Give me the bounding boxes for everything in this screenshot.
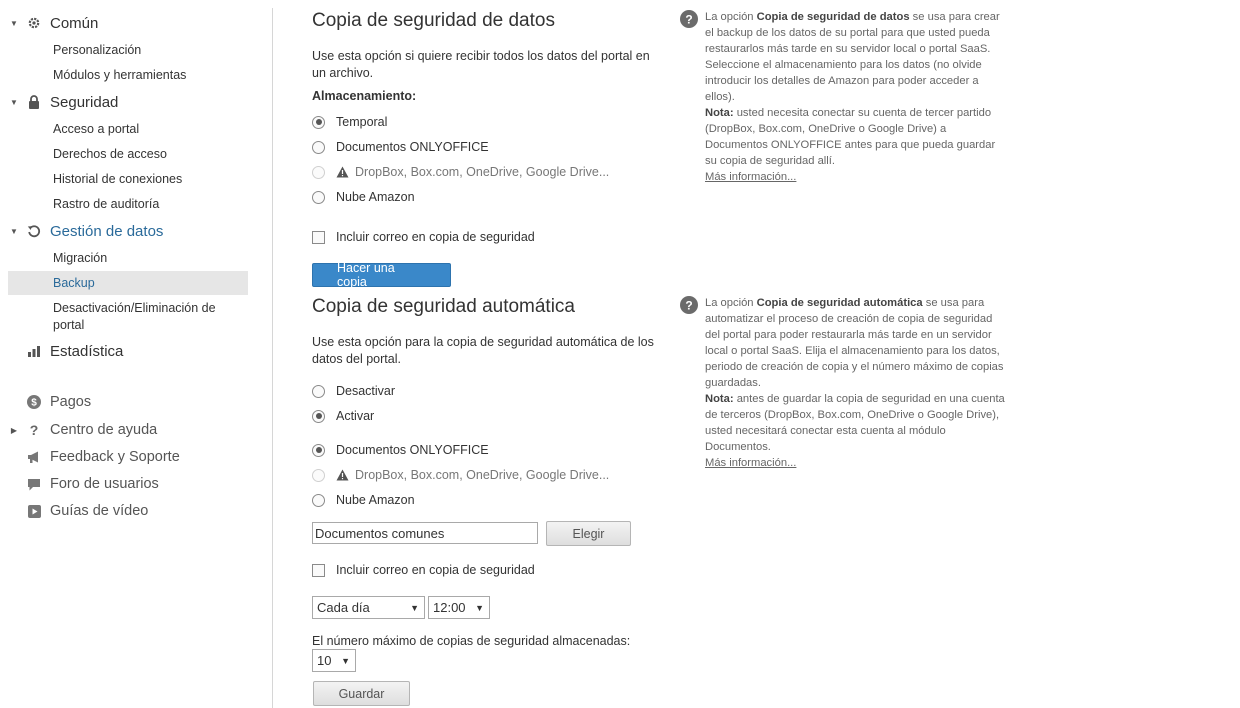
checkbox-label: Incluir correo en copia de seguridad bbox=[336, 563, 535, 577]
sidebar-link-centro-ayuda[interactable] bbox=[8, 419, 157, 441]
help-text: La opción Copia de seguridad de datos se usa para crear el backup de los datos de su portal para que usted pueda restaurarlos más tarde en su servidor local o portal SaaS. Seleccione el almacenamiento para los datos (no olvide introducir los detalles de Amazon para poder acceder a ellos). Nota: usted necesita conectar su cuenta de tercer partido (DropBox, Box.com, OneDrive o Google Drive) a Documentos ONLYOFFICE antes para que pueda guardar su copia de seguridad allí. Más información... bbox=[705, 11, 1000, 183]
sidebar-item-label-line2: portal bbox=[53, 318, 85, 332]
radio-label: Nube Amazon bbox=[336, 190, 415, 204]
radio-auto-documentos-onlyoffice[interactable] bbox=[312, 441, 489, 459]
radio-button[interactable] bbox=[312, 385, 325, 398]
sidebar bbox=[0, 0, 272, 708]
expand-right-arrow-icon[interactable]: ▶ bbox=[10, 425, 18, 435]
lock-icon bbox=[26, 94, 42, 110]
svg-text:$: $ bbox=[31, 397, 37, 409]
warning-icon bbox=[336, 166, 349, 178]
sidebar-item-desactivacion[interactable] bbox=[8, 300, 248, 334]
more-info-link[interactable]: Más información... bbox=[705, 457, 797, 469]
sidebar-group-estadistica[interactable] bbox=[8, 340, 123, 362]
radio-documentos-onlyoffice[interactable] bbox=[312, 138, 489, 156]
sidebar-item-modulos[interactable]: Módulos y herramientas bbox=[53, 68, 187, 82]
radio-auto-third-party bbox=[312, 466, 609, 484]
select-value: 12:00 bbox=[433, 600, 466, 615]
sidebar-link-guias-video[interactable] bbox=[8, 500, 148, 522]
radio-temporal[interactable] bbox=[312, 113, 387, 131]
sidebar-link-label: Feedback y Soporte bbox=[50, 449, 180, 465]
radio-label: Temporal bbox=[336, 115, 388, 129]
radio-third-party bbox=[312, 163, 609, 181]
radio-label: DropBox, Box.com, OneDrive, Google Drive... bbox=[355, 165, 610, 179]
include-mail-checkbox-row[interactable] bbox=[312, 228, 535, 246]
dollar-icon bbox=[26, 394, 42, 410]
expand-arrow-icon[interactable]: ▼ bbox=[10, 18, 18, 28]
radio-label: Documentos ONLYOFFICE bbox=[336, 443, 489, 457]
sidebar-item-backup[interactable]: Backup bbox=[8, 271, 248, 295]
make-backup-button[interactable]: Hacer una copia bbox=[312, 263, 451, 287]
radio-desactivar[interactable] bbox=[312, 382, 395, 400]
include-mail-checkbox[interactable] bbox=[312, 231, 325, 244]
video-play-icon bbox=[26, 503, 42, 519]
sidebar-link-label: Guías de vídeo bbox=[50, 503, 149, 519]
choose-folder-button[interactable]: Elegir bbox=[546, 521, 631, 546]
sidebar-group-label: Estadística bbox=[50, 342, 124, 360]
checkbox-label: Incluir correo en copia de seguridad bbox=[336, 230, 535, 244]
sidebar-group-label: Común bbox=[50, 14, 99, 32]
sidebar-group-label: Gestión de datos bbox=[50, 222, 164, 240]
sidebar-link-foro[interactable] bbox=[8, 473, 159, 495]
auto-backup-title: Copia de seguridad automática bbox=[312, 296, 576, 317]
svg-text:?: ? bbox=[685, 12, 693, 27]
radio-button[interactable] bbox=[312, 141, 325, 154]
more-info-link[interactable]: Más información... bbox=[705, 171, 797, 183]
time-select[interactable] bbox=[428, 596, 490, 619]
sidebar-item-personalizacion[interactable]: Personalización bbox=[53, 43, 142, 57]
sidebar-item-label-line1: Desactivación/Eliminación de bbox=[53, 301, 216, 315]
dropdown-caret-icon: ▼ bbox=[475, 602, 484, 613]
radio-nube-amazon[interactable] bbox=[312, 188, 415, 206]
radio-label: Desactivar bbox=[336, 384, 396, 398]
warning-icon bbox=[336, 469, 349, 481]
select-value: 10 bbox=[317, 653, 332, 668]
sidebar-item-rastro-auditoria[interactable]: Rastro de auditoría bbox=[53, 197, 160, 211]
expand-arrow-icon[interactable]: ▼ bbox=[10, 226, 18, 236]
megaphone-icon bbox=[26, 449, 42, 465]
dropdown-caret-icon: ▼ bbox=[341, 655, 350, 666]
radio-button[interactable] bbox=[312, 444, 325, 457]
storage-label: Almacenamiento: bbox=[312, 89, 417, 103]
sidebar-link-pagos[interactable] bbox=[8, 391, 91, 413]
period-select[interactable] bbox=[312, 596, 425, 619]
folder-input[interactable]: Documentos comunes bbox=[312, 522, 538, 544]
select-value: Cada día bbox=[317, 600, 370, 615]
auto-backup-description: Use esta opción para la copia de seguridad automática de los datos del portal. bbox=[312, 335, 654, 366]
sidebar-link-label: Pagos bbox=[50, 394, 92, 410]
sidebar-divider bbox=[272, 8, 273, 708]
max-copies-label: El número máximo de copias de seguridad almacenadas: bbox=[312, 634, 631, 648]
dropdown-caret-icon: ▼ bbox=[410, 602, 419, 613]
radio-label: Activar bbox=[336, 409, 375, 423]
sidebar-group-gestion-datos[interactable] bbox=[8, 220, 163, 242]
sidebar-item-derechos-acceso[interactable]: Derechos de acceso bbox=[53, 147, 167, 161]
manual-backup-title: Copia de seguridad de datos bbox=[312, 10, 555, 31]
manual-backup-description: Use esta opción si quiere recibir todos los datos del portal en un archivo. bbox=[312, 49, 650, 80]
sidebar-link-feedback[interactable] bbox=[8, 446, 180, 468]
sidebar-item-acceso-portal[interactable]: Acceso a portal bbox=[53, 122, 140, 136]
max-copies-select[interactable] bbox=[312, 649, 356, 672]
auto-include-mail-checkbox-row[interactable] bbox=[312, 561, 535, 579]
sidebar-group-seguridad[interactable] bbox=[8, 91, 118, 113]
help-question-icon bbox=[680, 296, 698, 314]
sidebar-group-label: Seguridad bbox=[50, 93, 119, 111]
bar-chart-icon bbox=[26, 343, 42, 359]
restore-icon bbox=[26, 223, 42, 239]
sidebar-group-comun[interactable] bbox=[8, 12, 98, 34]
help-text: La opción Copia de seguridad automática se usa para automatizar el proceso de creación de copia de seguridad del portal para poder restaurarla más tarde en un servidor local o portal SaaS. Elija el almacenamiento para los datos, periodo de creación de copia y el número máximo de copias guardadas. Nota: antes de guardar la copia de seguridad en una cuenta de terceros (DropBox, Box.com, OneDrive o Google Drive), usted necesitará conectar esta cuenta al módulo Documentos. Más información... bbox=[705, 297, 1005, 469]
radio-activar[interactable] bbox=[312, 407, 374, 425]
radio-button bbox=[312, 469, 325, 482]
radio-auto-nube-amazon[interactable] bbox=[312, 491, 415, 509]
radio-button[interactable] bbox=[312, 494, 325, 507]
sidebar-item-migracion[interactable]: Migración bbox=[53, 251, 108, 265]
svg-text:?: ? bbox=[685, 298, 693, 313]
radio-label: DropBox, Box.com, OneDrive, Google Drive... bbox=[355, 468, 610, 482]
gear-icon bbox=[26, 15, 42, 31]
radio-label: Documentos ONLYOFFICE bbox=[336, 140, 489, 154]
radio-button[interactable] bbox=[312, 116, 325, 129]
save-button[interactable]: Guardar bbox=[313, 681, 410, 706]
radio-button[interactable] bbox=[312, 410, 325, 423]
radio-button bbox=[312, 166, 325, 179]
speech-bubble-icon bbox=[26, 476, 42, 492]
help-question-icon bbox=[680, 10, 698, 28]
radio-label: Nube Amazon bbox=[336, 493, 415, 507]
include-mail-checkbox[interactable] bbox=[312, 564, 325, 577]
sidebar-link-label: Centro de ayuda bbox=[50, 422, 158, 438]
sidebar-link-label: Foro de usuarios bbox=[50, 476, 159, 492]
expand-arrow-icon[interactable]: ▼ bbox=[10, 97, 18, 107]
sidebar-item-historial-conexiones[interactable]: Historial de conexiones bbox=[53, 172, 183, 186]
question-icon: ? bbox=[29, 422, 39, 438]
radio-button[interactable] bbox=[312, 191, 325, 204]
